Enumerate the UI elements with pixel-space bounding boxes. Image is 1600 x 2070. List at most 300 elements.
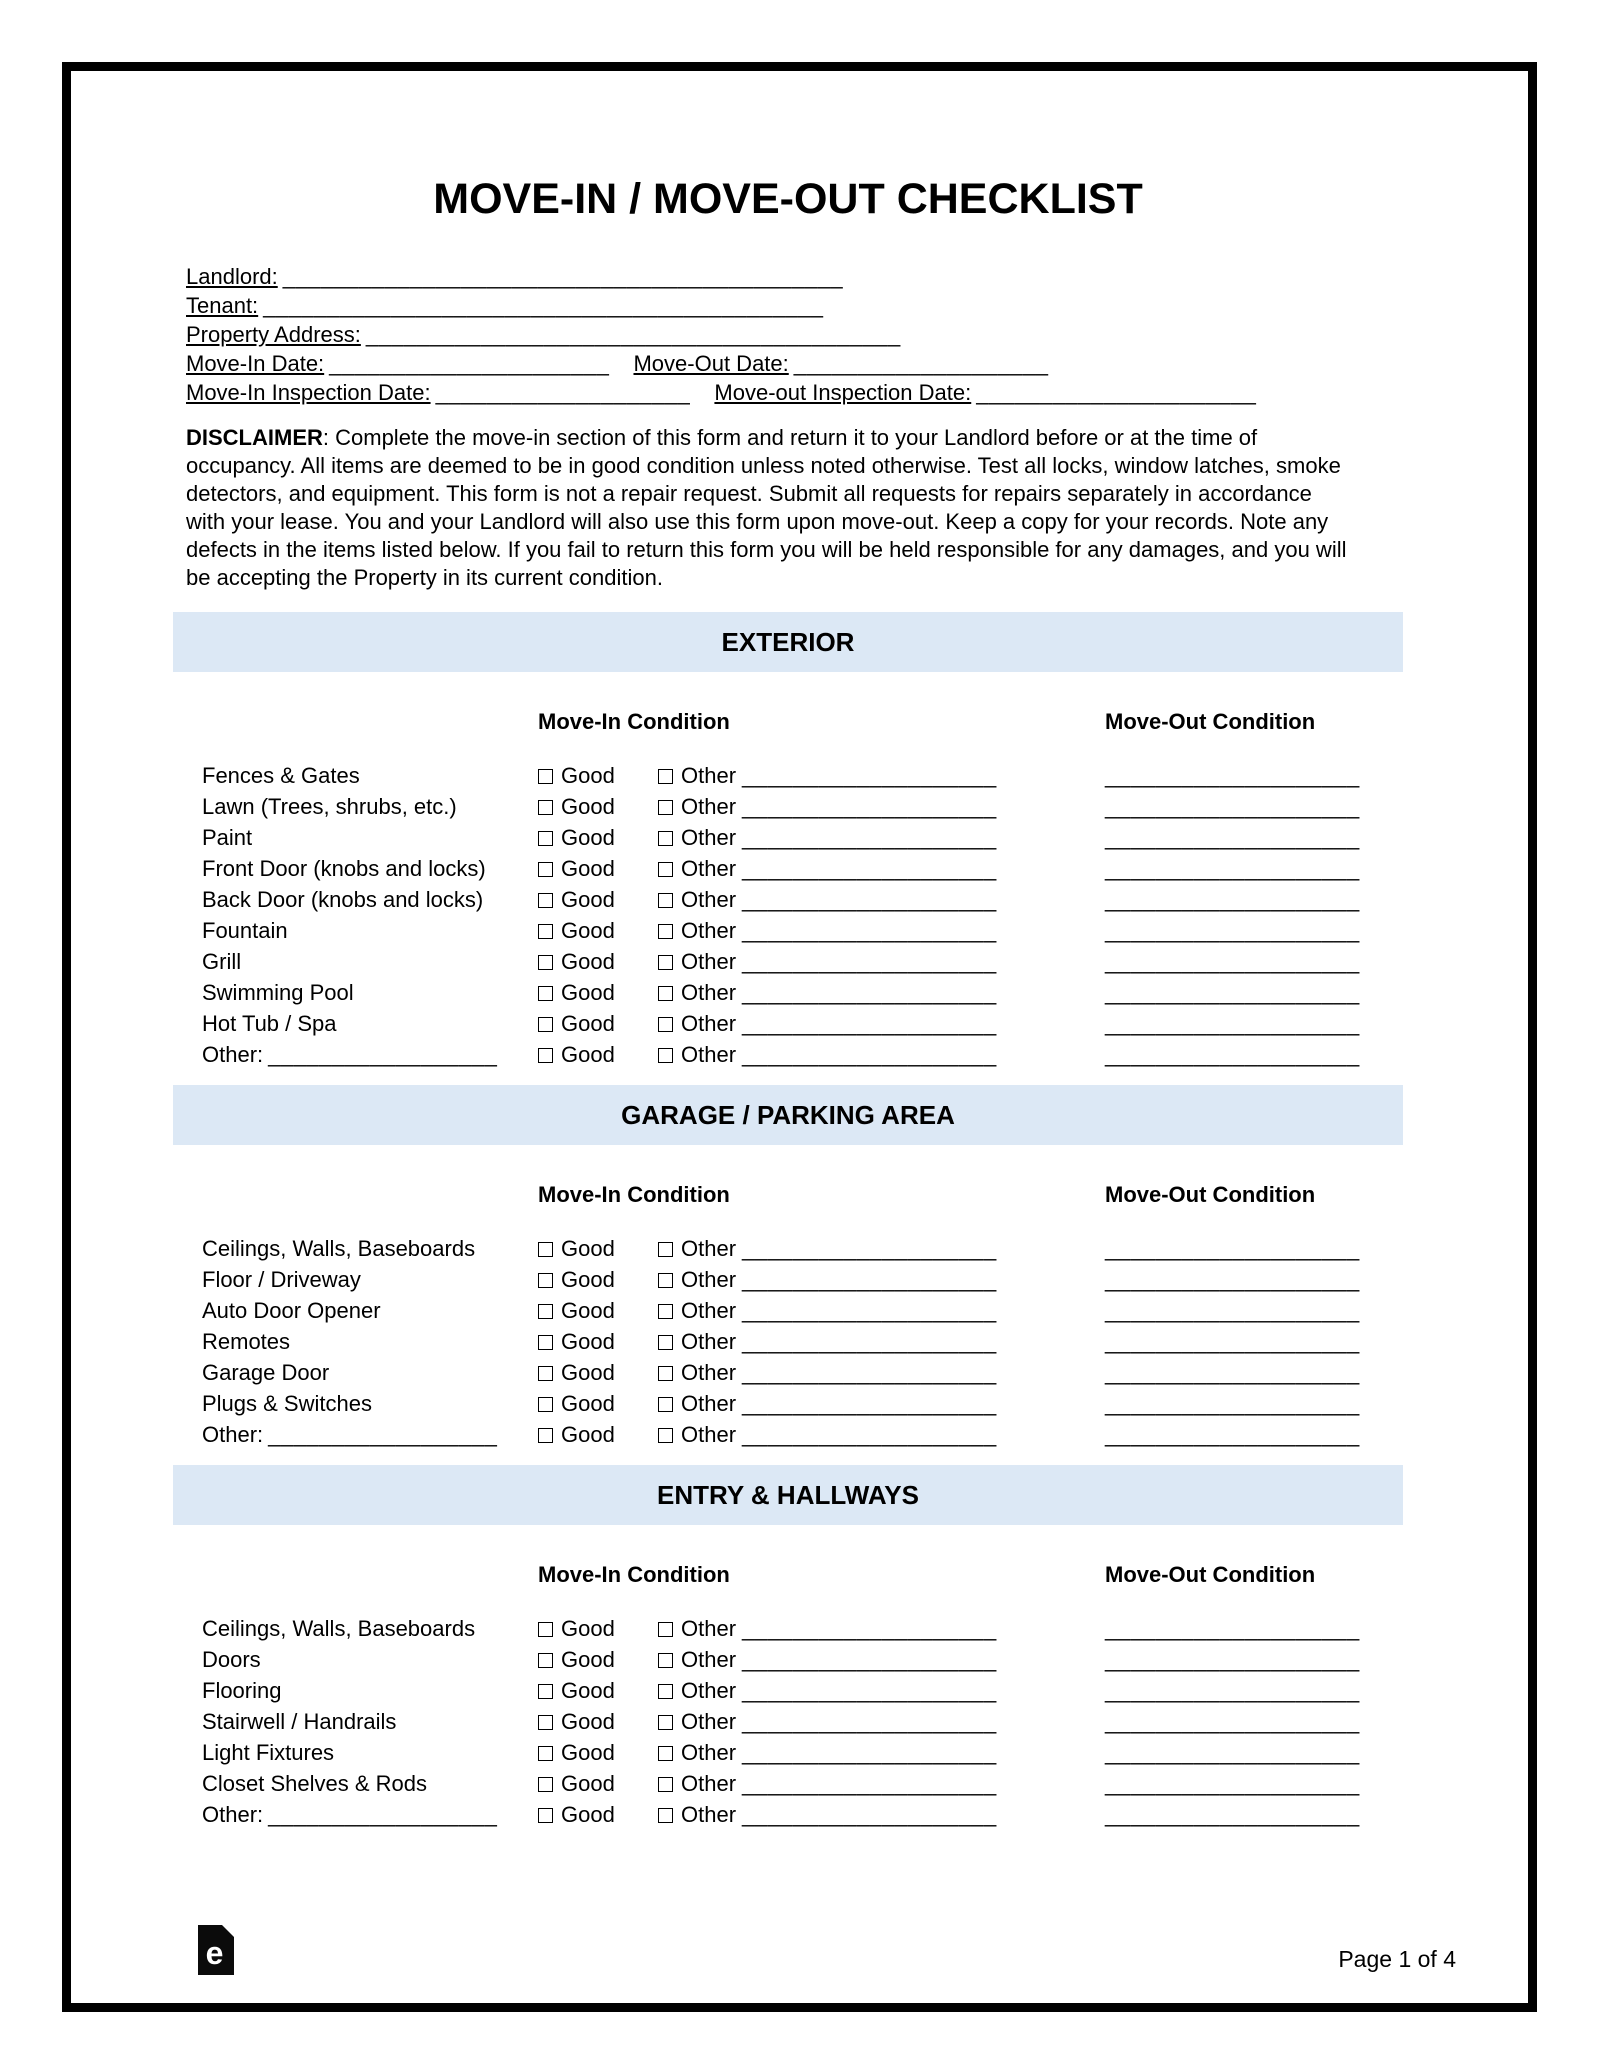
- movein-other-blank-line[interactable]: ____________________: [742, 949, 997, 974]
- section-header-band: [173, 612, 1403, 672]
- checklist-row: [173, 853, 1403, 884]
- good-checkbox[interactable]: [538, 1684, 553, 1699]
- other-label: Other: [681, 825, 737, 850]
- good-cell: [538, 1388, 658, 1419]
- item-column-spacer: [202, 708, 538, 736]
- good-cell: [538, 1264, 658, 1295]
- other-label: Other: [681, 1236, 737, 1261]
- moveout-condition-blank-line[interactable]: ____________________: [1105, 1298, 1360, 1323]
- other-label: Other: [681, 1678, 737, 1703]
- section-rows: [173, 760, 1403, 1070]
- other-cell: [658, 760, 1105, 791]
- item-cell: [202, 977, 538, 1008]
- moveout-condition-blank-line[interactable]: ____________________: [1105, 1391, 1360, 1416]
- moveout-cell: [1105, 1233, 1403, 1264]
- field-label: Move-out Inspection Date:: [714, 380, 972, 405]
- item-label: Light Fixtures: [202, 1740, 335, 1765]
- field-blank-line[interactable]: ______________________: [329, 351, 610, 376]
- other-cell: [658, 1419, 1105, 1450]
- other-label: Other: [681, 1298, 737, 1323]
- good-cell: [538, 791, 658, 822]
- other-checkbox[interactable]: [658, 1242, 673, 1257]
- item-label: Hot Tub / Spa: [202, 1011, 337, 1036]
- page-content: [71, 175, 1528, 1830]
- movein-other-blank-line[interactable]: ____________________: [742, 1771, 997, 1796]
- good-checkbox[interactable]: [538, 986, 553, 1001]
- movein-other-blank-line[interactable]: ____________________: [742, 1329, 997, 1354]
- good-cell: [538, 1675, 658, 1706]
- other-cell: [658, 1388, 1105, 1419]
- other-checkbox[interactable]: [658, 1017, 673, 1032]
- form-field: [186, 291, 824, 320]
- checklist-row: [173, 1264, 1403, 1295]
- good-checkbox[interactable]: [538, 1397, 553, 1412]
- other-cell: [658, 1799, 1105, 1830]
- page-number: Page 1 of 4: [1338, 1946, 1456, 1972]
- disclaimer-paragraph: [173, 424, 1356, 592]
- item-label: Front Door (knobs and locks): [202, 856, 486, 881]
- other-cell: [658, 977, 1105, 1008]
- good-cell: [538, 760, 658, 791]
- item-other-blank-line[interactable]: __________________: [268, 1042, 498, 1067]
- good-checkbox[interactable]: [538, 1017, 553, 1032]
- columns-header: [173, 1561, 1403, 1589]
- other-checkbox[interactable]: [658, 1304, 673, 1319]
- field-blank-line[interactable]: __________________________________________: [365, 322, 901, 347]
- good-checkbox[interactable]: [538, 769, 553, 784]
- good-cell: [538, 1706, 658, 1737]
- moveout-condition-blank-line[interactable]: ____________________: [1105, 949, 1360, 974]
- other-cell: [658, 1613, 1105, 1644]
- other-label: Other: [681, 887, 737, 912]
- good-checkbox[interactable]: [538, 1304, 553, 1319]
- section-header-band: [173, 1465, 1403, 1525]
- moveout-condition-blank-line[interactable]: ____________________: [1105, 1236, 1360, 1261]
- item-label: Floor / Driveway: [202, 1267, 361, 1292]
- moveout-condition-blank-line[interactable]: ____________________: [1105, 1616, 1360, 1641]
- field-row: [186, 349, 1403, 378]
- moveout-cell: [1105, 1326, 1403, 1357]
- good-cell: [538, 1039, 658, 1070]
- other-label: Other: [681, 794, 737, 819]
- other-checkbox[interactable]: [658, 1684, 673, 1699]
- item-label: Swimming Pool: [202, 980, 354, 1005]
- good-checkbox[interactable]: [538, 1622, 553, 1637]
- good-checkbox[interactable]: [538, 1715, 553, 1730]
- other-checkbox[interactable]: [658, 1273, 673, 1288]
- checklist-row: [173, 1613, 1403, 1644]
- good-cell: [538, 822, 658, 853]
- item-cell: [202, 822, 538, 853]
- moveout-condition-blank-line[interactable]: ____________________: [1105, 1647, 1360, 1672]
- movein-other-blank-line[interactable]: ____________________: [742, 1616, 997, 1641]
- good-label: Good: [561, 980, 615, 1005]
- other-label: Other: [681, 1042, 737, 1067]
- good-label: Good: [561, 1802, 615, 1827]
- moveout-condition-blank-line[interactable]: ____________________: [1105, 825, 1360, 850]
- item-cell: [202, 1008, 538, 1039]
- item-cell: [202, 1264, 538, 1295]
- moveout-cell: [1105, 1644, 1403, 1675]
- moveout-cell: [1105, 1008, 1403, 1039]
- field-blank-line[interactable]: ____________________: [793, 351, 1049, 376]
- item-label: Other:: [202, 1042, 264, 1067]
- other-label: Other: [681, 1360, 737, 1385]
- other-checkbox[interactable]: [658, 1397, 673, 1412]
- moveout-condition-blank-line[interactable]: ____________________: [1105, 887, 1360, 912]
- other-checkbox[interactable]: [658, 1808, 673, 1823]
- moveout-condition-header: Move-Out Condition: [1105, 1562, 1316, 1587]
- item-cell: [202, 791, 538, 822]
- item-cell: [202, 1388, 538, 1419]
- moveout-condition-blank-line[interactable]: ____________________: [1105, 1740, 1360, 1765]
- section-rows: [173, 1233, 1403, 1450]
- other-checkbox[interactable]: [658, 893, 673, 908]
- good-checkbox[interactable]: [538, 1273, 553, 1288]
- other-checkbox[interactable]: [658, 1335, 673, 1350]
- other-checkbox[interactable]: [658, 800, 673, 815]
- moveout-cell: [1105, 1768, 1403, 1799]
- movein-other-blank-line[interactable]: ____________________: [742, 856, 997, 881]
- other-label: Other: [681, 1771, 737, 1796]
- moveout-condition-blank-line[interactable]: ____________________: [1105, 1042, 1360, 1067]
- item-cell: [202, 1039, 538, 1070]
- other-checkbox[interactable]: [658, 1622, 673, 1637]
- item-label: Plugs & Switches: [202, 1391, 372, 1416]
- moveout-cell: [1105, 977, 1403, 1008]
- eforms-logo-icon: [198, 1925, 234, 1975]
- other-checkbox[interactable]: [658, 1777, 673, 1792]
- other-cell: [658, 1737, 1105, 1768]
- other-cell: [658, 822, 1105, 853]
- good-checkbox[interactable]: [538, 1242, 553, 1257]
- other-label: Other: [681, 1391, 737, 1416]
- other-checkbox[interactable]: [658, 955, 673, 970]
- other-label: Other: [681, 1616, 737, 1641]
- field-row: [186, 291, 1403, 320]
- good-checkbox[interactable]: [538, 831, 553, 846]
- other-checkbox[interactable]: [658, 862, 673, 877]
- field-label: Tenant:: [186, 293, 259, 318]
- good-label: Good: [561, 1391, 615, 1416]
- item-cell: [202, 1675, 538, 1706]
- moveout-condition-blank-line[interactable]: ____________________: [1105, 794, 1360, 819]
- other-checkbox[interactable]: [658, 1715, 673, 1730]
- moveout-cell: [1105, 822, 1403, 853]
- item-cell: [202, 1326, 538, 1357]
- good-cell: [538, 1008, 658, 1039]
- other-cell: [658, 1768, 1105, 1799]
- other-label: Other: [681, 918, 737, 943]
- movein-other-blank-line[interactable]: ____________________: [742, 1422, 997, 1447]
- movein-other-blank-line[interactable]: ____________________: [742, 1709, 997, 1734]
- moveout-cell: [1105, 791, 1403, 822]
- moveout-cell: [1105, 1419, 1403, 1450]
- movein-other-blank-line[interactable]: ____________________: [742, 1647, 997, 1672]
- form-field: [633, 349, 1048, 378]
- moveout-cell: [1105, 1039, 1403, 1070]
- moveout-condition-blank-line[interactable]: ____________________: [1105, 1771, 1360, 1796]
- item-label: Other:: [202, 1422, 264, 1447]
- good-cell: [538, 1799, 658, 1830]
- moveout-cell: [1105, 1799, 1403, 1830]
- moveout-cell: [1105, 1737, 1403, 1768]
- other-cell: [658, 884, 1105, 915]
- good-cell: [538, 1613, 658, 1644]
- field-row: [186, 262, 1403, 291]
- field-label: Move-In Date:: [186, 351, 325, 376]
- movein-other-blank-line[interactable]: ____________________: [742, 918, 997, 943]
- good-cell: [538, 1295, 658, 1326]
- section-header-band: [173, 1085, 1403, 1145]
- section-rows: [173, 1613, 1403, 1830]
- moveout-condition-blank-line[interactable]: ____________________: [1105, 763, 1360, 788]
- item-cell: [202, 1644, 538, 1675]
- checklist-row: [173, 1419, 1403, 1450]
- other-label: Other: [681, 949, 737, 974]
- other-label: Other: [681, 1709, 737, 1734]
- form-field: [186, 262, 843, 291]
- item-cell: [202, 1737, 538, 1768]
- item-other-blank-line[interactable]: __________________: [268, 1422, 498, 1447]
- good-label: Good: [561, 1236, 615, 1261]
- movein-other-blank-line[interactable]: ____________________: [742, 1011, 997, 1036]
- section-title: ENTRY & HALLWAYS: [657, 1480, 919, 1510]
- movein-other-blank-line[interactable]: ____________________: [742, 980, 997, 1005]
- good-cell: [538, 1419, 658, 1450]
- good-checkbox[interactable]: [538, 1366, 553, 1381]
- item-cell: [202, 1295, 538, 1326]
- other-cell: [658, 791, 1105, 822]
- field-blank-line[interactable]: ____________________________________________: [263, 293, 824, 318]
- item-label: Ceilings, Walls, Baseboards: [202, 1616, 476, 1641]
- good-checkbox[interactable]: [538, 1808, 553, 1823]
- good-checkbox[interactable]: [538, 1777, 553, 1792]
- header-fields: [173, 262, 1403, 407]
- good-checkbox[interactable]: [538, 1653, 553, 1668]
- checklist-row: [173, 1039, 1403, 1070]
- good-label: Good: [561, 887, 615, 912]
- movein-other-blank-line[interactable]: ____________________: [742, 825, 997, 850]
- movein-other-blank-line[interactable]: ____________________: [742, 794, 997, 819]
- good-label: Good: [561, 1042, 615, 1067]
- other-cell: [658, 1008, 1105, 1039]
- other-checkbox[interactable]: [658, 1746, 673, 1761]
- field-blank-line[interactable]: ____________________: [435, 380, 691, 405]
- field-label: Move-In Inspection Date:: [186, 380, 431, 405]
- good-cell: [538, 1644, 658, 1675]
- movein-other-blank-line[interactable]: ____________________: [742, 1678, 997, 1703]
- other-cell: [658, 1706, 1105, 1737]
- movein-other-blank-line[interactable]: ____________________: [742, 1267, 997, 1292]
- movein-other-blank-line[interactable]: ____________________: [742, 763, 997, 788]
- movein-other-blank-line[interactable]: ____________________: [742, 887, 997, 912]
- good-checkbox[interactable]: [538, 800, 553, 815]
- good-label: Good: [561, 825, 615, 850]
- other-checkbox[interactable]: [658, 1653, 673, 1668]
- checklist-row: [173, 946, 1403, 977]
- good-cell: [538, 1737, 658, 1768]
- good-checkbox[interactable]: [538, 1335, 553, 1350]
- good-checkbox[interactable]: [538, 955, 553, 970]
- good-label: Good: [561, 1771, 615, 1796]
- field-blank-line[interactable]: ______________________: [976, 380, 1257, 405]
- good-checkbox[interactable]: [538, 1428, 553, 1443]
- other-checkbox[interactable]: [658, 769, 673, 784]
- moveout-condition-blank-line[interactable]: ____________________: [1105, 1422, 1360, 1447]
- good-cell: [538, 1768, 658, 1799]
- moveout-cell: [1105, 1295, 1403, 1326]
- checklist-row: [173, 760, 1403, 791]
- good-checkbox[interactable]: [538, 862, 553, 877]
- form-field: [714, 378, 1256, 407]
- checklist-row: [173, 1388, 1403, 1419]
- logo-letter: e: [205, 1935, 224, 1971]
- document-page: [62, 62, 1537, 2012]
- checklist-row: [173, 1008, 1403, 1039]
- other-label: Other: [681, 763, 737, 788]
- other-cell: [658, 915, 1105, 946]
- other-label: Other: [681, 1011, 737, 1036]
- good-label: Good: [561, 1678, 615, 1703]
- other-checkbox[interactable]: [658, 831, 673, 846]
- good-checkbox[interactable]: [538, 1746, 553, 1761]
- checklist-row: [173, 791, 1403, 822]
- form-field: [186, 378, 690, 407]
- good-cell: [538, 915, 658, 946]
- other-cell: [658, 1295, 1105, 1326]
- other-cell: [658, 946, 1105, 977]
- good-label: Good: [561, 1422, 615, 1447]
- item-label: Garage Door: [202, 1360, 330, 1385]
- item-other-blank-line[interactable]: __________________: [268, 1802, 498, 1827]
- movein-other-blank-line[interactable]: ____________________: [742, 1298, 997, 1323]
- item-cell: [202, 1706, 538, 1737]
- item-cell: [202, 1768, 538, 1799]
- movein-condition-header: Move-In Condition: [538, 1182, 730, 1207]
- movein-other-blank-line[interactable]: ____________________: [742, 1360, 997, 1385]
- moveout-condition-blank-line[interactable]: ____________________: [1105, 1360, 1360, 1385]
- moveout-condition-blank-line[interactable]: ____________________: [1105, 1709, 1360, 1734]
- moveout-cell: [1105, 1264, 1403, 1295]
- checklist-row: [173, 1675, 1403, 1706]
- checklist-row: [173, 822, 1403, 853]
- checklist-section: [173, 1465, 1403, 1830]
- good-label: Good: [561, 1329, 615, 1354]
- moveout-condition-blank-line[interactable]: ____________________: [1105, 1267, 1360, 1292]
- movein-other-blank-line[interactable]: ____________________: [742, 1391, 997, 1416]
- movein-other-blank-line[interactable]: ____________________: [742, 1802, 997, 1827]
- checklist-row: [173, 1768, 1403, 1799]
- item-label: Fences & Gates: [202, 763, 360, 788]
- item-cell: [202, 1799, 538, 1830]
- good-checkbox[interactable]: [538, 924, 553, 939]
- checklist-row: [173, 1326, 1403, 1357]
- moveout-cell: [1105, 884, 1403, 915]
- good-label: Good: [561, 794, 615, 819]
- moveout-condition-blank-line[interactable]: ____________________: [1105, 918, 1360, 943]
- checklist-row: [173, 1357, 1403, 1388]
- checklist-row: [173, 1706, 1403, 1737]
- item-column-spacer: [202, 1181, 538, 1209]
- field-label: Move-Out Date:: [633, 351, 789, 376]
- moveout-condition-header: Move-Out Condition: [1105, 709, 1316, 734]
- good-checkbox[interactable]: [538, 893, 553, 908]
- item-label: Back Door (knobs and locks): [202, 887, 484, 912]
- item-cell: [202, 1233, 538, 1264]
- columns-header: [173, 1181, 1403, 1209]
- item-label: Auto Door Opener: [202, 1298, 381, 1323]
- form-field: [186, 320, 901, 349]
- field-row: [186, 320, 1403, 349]
- moveout-cell: [1105, 915, 1403, 946]
- other-label: Other: [681, 1802, 737, 1827]
- moveout-condition-blank-line[interactable]: ____________________: [1105, 1329, 1360, 1354]
- moveout-condition-blank-line[interactable]: ____________________: [1105, 1802, 1360, 1827]
- item-column-spacer: [202, 1561, 538, 1589]
- good-label: Good: [561, 1011, 615, 1036]
- moveout-cell: [1105, 946, 1403, 977]
- other-label: Other: [681, 1329, 737, 1354]
- good-checkbox[interactable]: [538, 1048, 553, 1063]
- checklist-row: [173, 884, 1403, 915]
- good-cell: [538, 946, 658, 977]
- other-checkbox[interactable]: [658, 986, 673, 1001]
- page-title: MOVE-IN / MOVE-OUT CHECKLIST: [433, 175, 1143, 223]
- other-label: Other: [681, 1422, 737, 1447]
- checklist-row: [173, 1644, 1403, 1675]
- columns-header: [173, 708, 1403, 736]
- other-checkbox[interactable]: [658, 1048, 673, 1063]
- other-checkbox[interactable]: [658, 924, 673, 939]
- moveout-condition-blank-line[interactable]: ____________________: [1105, 856, 1360, 881]
- checklist-row: [173, 1295, 1403, 1326]
- movein-other-blank-line[interactable]: ____________________: [742, 1740, 997, 1765]
- section-title: GARAGE / PARKING AREA: [621, 1100, 955, 1130]
- item-cell: [202, 1613, 538, 1644]
- checklist-section: [173, 612, 1403, 1070]
- other-label: Other: [681, 980, 737, 1005]
- other-label: Other: [681, 856, 737, 881]
- moveout-cell: [1105, 1388, 1403, 1419]
- moveout-cell: [1105, 1706, 1403, 1737]
- movein-other-blank-line[interactable]: ____________________: [742, 1236, 997, 1261]
- item-label: Lawn (Trees, shrubs, etc.): [202, 794, 457, 819]
- other-checkbox[interactable]: [658, 1428, 673, 1443]
- good-cell: [538, 884, 658, 915]
- good-label: Good: [561, 1360, 615, 1385]
- good-label: Good: [561, 1647, 615, 1672]
- good-cell: [538, 853, 658, 884]
- item-cell: [202, 1419, 538, 1450]
- moveout-condition-header: Move-Out Condition: [1105, 1182, 1316, 1207]
- moveout-condition-blank-line[interactable]: ____________________: [1105, 1678, 1360, 1703]
- item-label: Remotes: [202, 1329, 291, 1354]
- other-cell: [658, 1644, 1105, 1675]
- other-cell: [658, 1233, 1105, 1264]
- item-label: Fountain: [202, 918, 288, 943]
- checklist-row: [173, 1737, 1403, 1768]
- moveout-condition-blank-line[interactable]: ____________________: [1105, 980, 1360, 1005]
- movein-other-blank-line[interactable]: ____________________: [742, 1042, 997, 1067]
- field-blank-line[interactable]: ____________________________________________: [282, 264, 844, 289]
- moveout-condition-blank-line[interactable]: ____________________: [1105, 1011, 1360, 1036]
- good-label: Good: [561, 1740, 615, 1765]
- moveout-cell: [1105, 1613, 1403, 1644]
- good-cell: [538, 1357, 658, 1388]
- other-checkbox[interactable]: [658, 1366, 673, 1381]
- good-label: Good: [561, 918, 615, 943]
